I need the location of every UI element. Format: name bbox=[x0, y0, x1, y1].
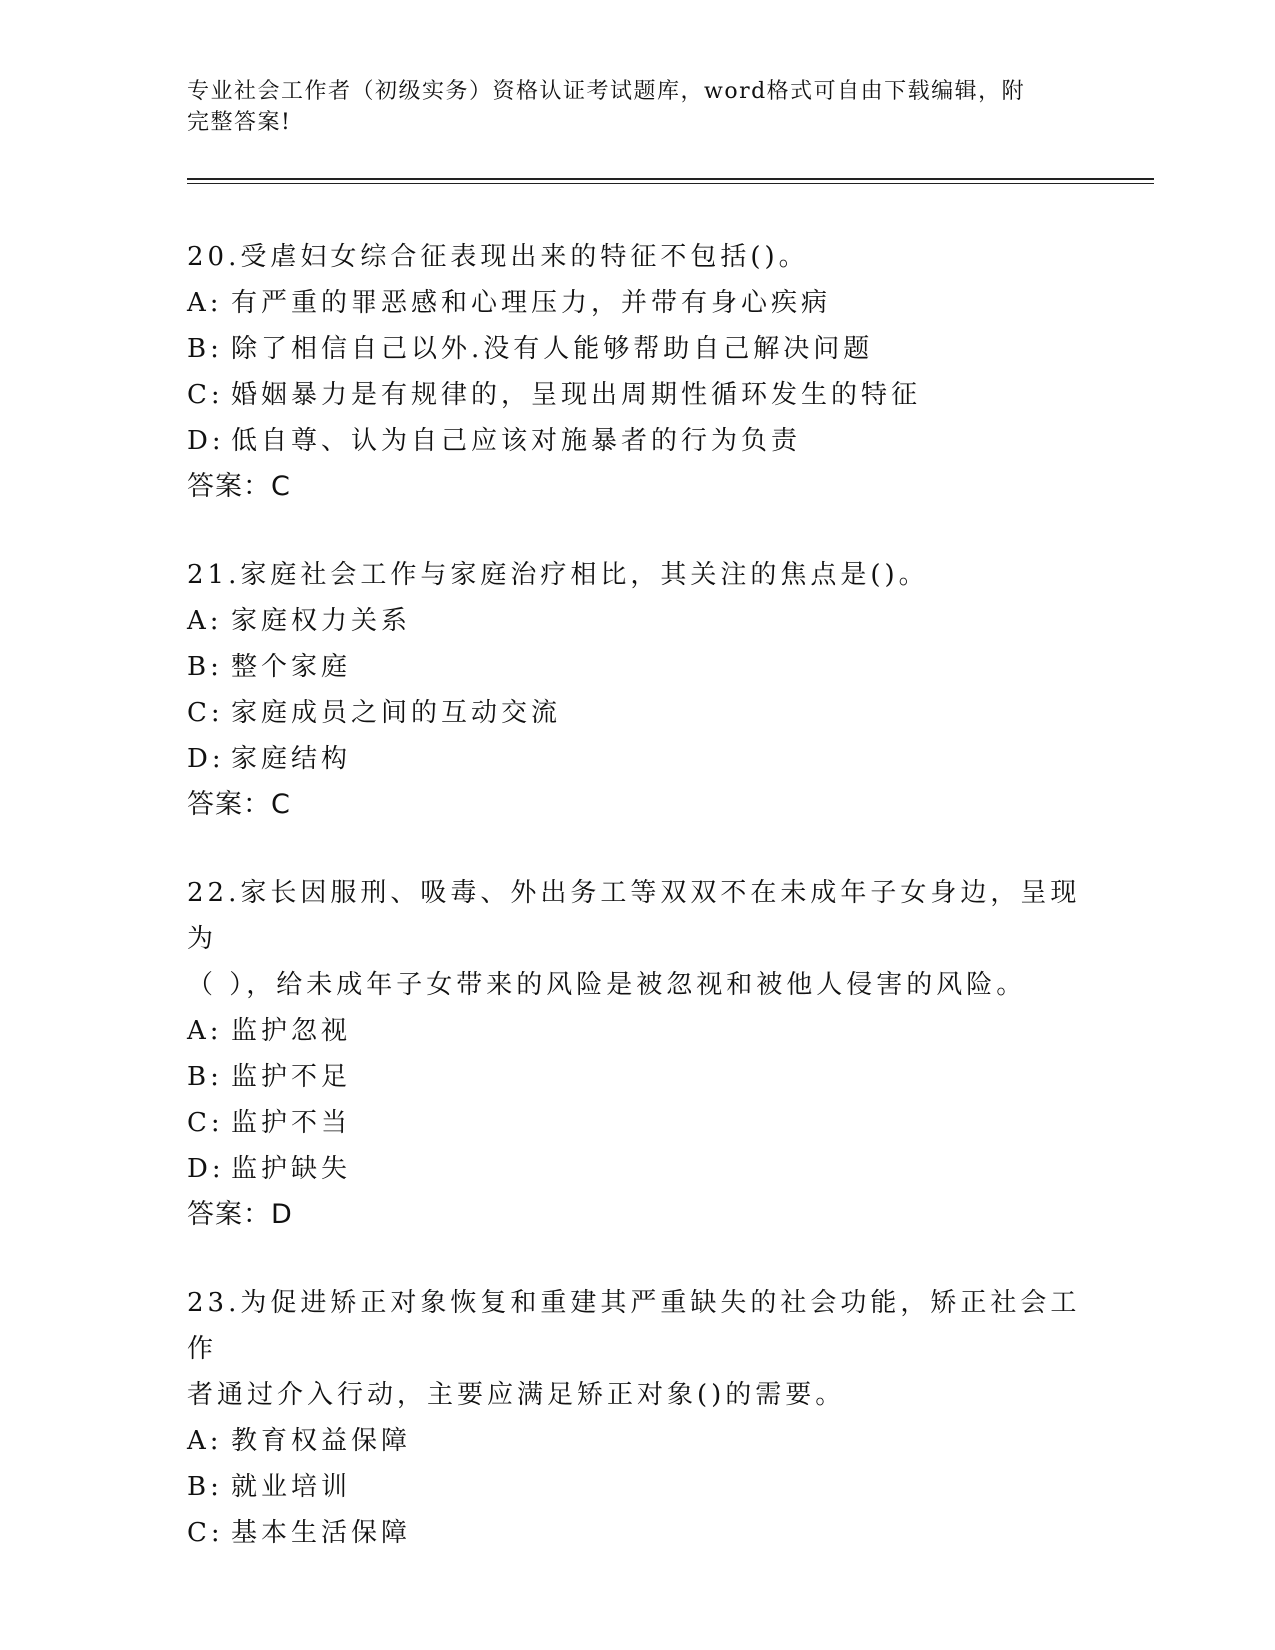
question-block bbox=[187, 1280, 1087, 1556]
option-text: 有严重的罪恶感和心理压力，并带有身心疾病 bbox=[231, 288, 832, 318]
option-letter: C: bbox=[187, 698, 224, 728]
option-letter: C: bbox=[187, 1518, 224, 1548]
option-letter: C: bbox=[187, 380, 224, 410]
answer-option bbox=[187, 1464, 1087, 1510]
answer-option bbox=[187, 1146, 1087, 1192]
option-letter: A: bbox=[187, 606, 223, 636]
answer-key: 答案：C bbox=[187, 471, 291, 502]
question-stem: 21.家庭社会工作与家庭治疗相比，其关注的焦点是()。 bbox=[187, 560, 929, 590]
header-line-1: 专业社会工作者（初级实务）资格认证考试题库，word格式可自由下载编辑，附 bbox=[187, 79, 1026, 104]
option-letter: A: bbox=[187, 1016, 223, 1046]
answer-option bbox=[187, 372, 1087, 418]
option-letter: B: bbox=[187, 334, 223, 364]
option-text: 就业培训 bbox=[231, 1472, 352, 1502]
option-letter: B: bbox=[187, 1472, 223, 1502]
option-letter: D: bbox=[187, 426, 225, 456]
header-rule-thick bbox=[187, 178, 1154, 180]
option-text: 教育权益保障 bbox=[231, 1426, 412, 1456]
option-text: 低自尊、认为自己应该对施暴者的行为负责 bbox=[231, 426, 802, 456]
option-letter: A: bbox=[187, 1426, 223, 1456]
answer-option bbox=[187, 1510, 1087, 1556]
option-letter: A: bbox=[187, 288, 223, 318]
answer-option bbox=[187, 736, 1087, 782]
answer-option bbox=[187, 598, 1087, 644]
option-text: 家庭成员之间的互动交流 bbox=[231, 698, 562, 728]
question-block bbox=[187, 234, 1087, 510]
option-letter: B: bbox=[187, 652, 223, 682]
answer-option bbox=[187, 1008, 1087, 1054]
question-block bbox=[187, 552, 1087, 828]
answer-option bbox=[187, 280, 1087, 326]
question-stem: 者通过介入行动，主要应满足矫正对象()的需要。 bbox=[187, 1380, 846, 1410]
answer-option bbox=[187, 1100, 1087, 1146]
question-stem: （ ），给未成年子女带来的风险是被忽视和被他人侵害的风险。 bbox=[187, 970, 1027, 1000]
answer-option bbox=[187, 418, 1087, 464]
option-text: 监护不足 bbox=[231, 1062, 352, 1092]
option-letter: B: bbox=[187, 1062, 223, 1092]
answer-option bbox=[187, 1054, 1087, 1100]
option-text: 家庭结构 bbox=[231, 744, 352, 774]
header-line-2: 完整答案! bbox=[187, 110, 292, 135]
option-text: 基本生活保障 bbox=[231, 1518, 412, 1548]
option-text: 除了相信自己以外.没有人能够帮助自己解决问题 bbox=[231, 334, 874, 364]
answer-option bbox=[187, 326, 1087, 372]
question-block bbox=[187, 870, 1087, 1238]
answer-key: 答案：C bbox=[187, 789, 291, 820]
header-rule-thin bbox=[187, 183, 1154, 184]
question-stem: 22.家长因服刑、吸毒、外出务工等双双不在未成年子女身边，呈现为 bbox=[187, 878, 1081, 954]
question-stem: 20.受虐妇女综合征表现出来的特征不包括()。 bbox=[187, 242, 809, 272]
option-text: 整个家庭 bbox=[231, 652, 352, 682]
answer-option bbox=[187, 1418, 1087, 1464]
document-header bbox=[187, 76, 1067, 138]
option-letter: D: bbox=[187, 744, 225, 774]
question-list bbox=[187, 234, 1087, 1598]
answer-option bbox=[187, 690, 1087, 736]
answer-option bbox=[187, 644, 1087, 690]
question-stem: 23.为促进矫正对象恢复和重建其严重缺失的社会功能，矫正社会工作 bbox=[187, 1288, 1081, 1364]
option-text: 婚姻暴力是有规律的，呈现出周期性循环发生的特征 bbox=[231, 380, 922, 410]
option-letter: D: bbox=[187, 1154, 225, 1184]
option-text: 家庭权力关系 bbox=[231, 606, 412, 636]
option-text: 监护缺失 bbox=[231, 1154, 352, 1184]
option-letter: C: bbox=[187, 1108, 224, 1138]
answer-key: 答案：D bbox=[187, 1199, 293, 1230]
option-text: 监护不当 bbox=[231, 1108, 352, 1138]
option-text: 监护忽视 bbox=[231, 1016, 352, 1046]
